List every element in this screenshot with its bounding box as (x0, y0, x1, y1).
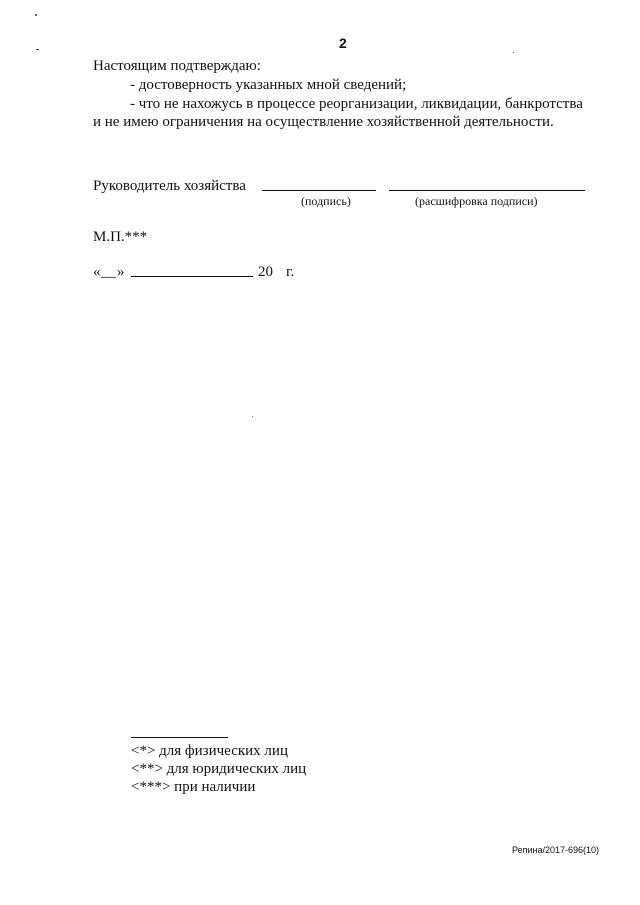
confirmation-item-1: - достоверность указанных мной сведений; (130, 77, 407, 93)
document-reference: Репина/2017-696(10) (512, 845, 600, 855)
signature-decode-caption: (расшифровка подписи) (415, 194, 538, 208)
date-year-suffix: г. (286, 264, 295, 280)
date-year-prefix: 20 (258, 264, 273, 280)
signature-line (262, 190, 376, 191)
footnote-2: <**> для юридических лиц (131, 761, 307, 777)
signature-caption: (подпись) (301, 194, 351, 208)
scan-speck (36, 49, 39, 50)
scan-speck (513, 52, 514, 53)
signature-decode-line (389, 190, 585, 191)
footnote-1: <*> для физических лиц (131, 743, 288, 759)
stamp-place-label: М.П.*** (93, 229, 148, 245)
date-day-blank: __ (101, 264, 116, 280)
confirmation-item-2: - что не нахожусь в процессе реорганизации, ликвидации, банкротства (130, 96, 583, 112)
confirmation-intro: Настоящим подтверждаю: (93, 58, 261, 74)
scan-speck (35, 14, 37, 16)
confirmation-item-2-continued: и не имею ограничения на осуществление хозяйственной деятельности. (93, 114, 554, 130)
signature-label: Руководитель хозяйства (93, 178, 246, 194)
page-number: 2 (339, 35, 347, 51)
scan-speck (252, 416, 253, 417)
date-open-quote: « (93, 264, 101, 280)
date-month-line (131, 276, 253, 277)
footnote-3: <***> при наличии (131, 779, 256, 795)
date-close-quote: » (117, 264, 125, 280)
footnote-separator (131, 737, 228, 738)
